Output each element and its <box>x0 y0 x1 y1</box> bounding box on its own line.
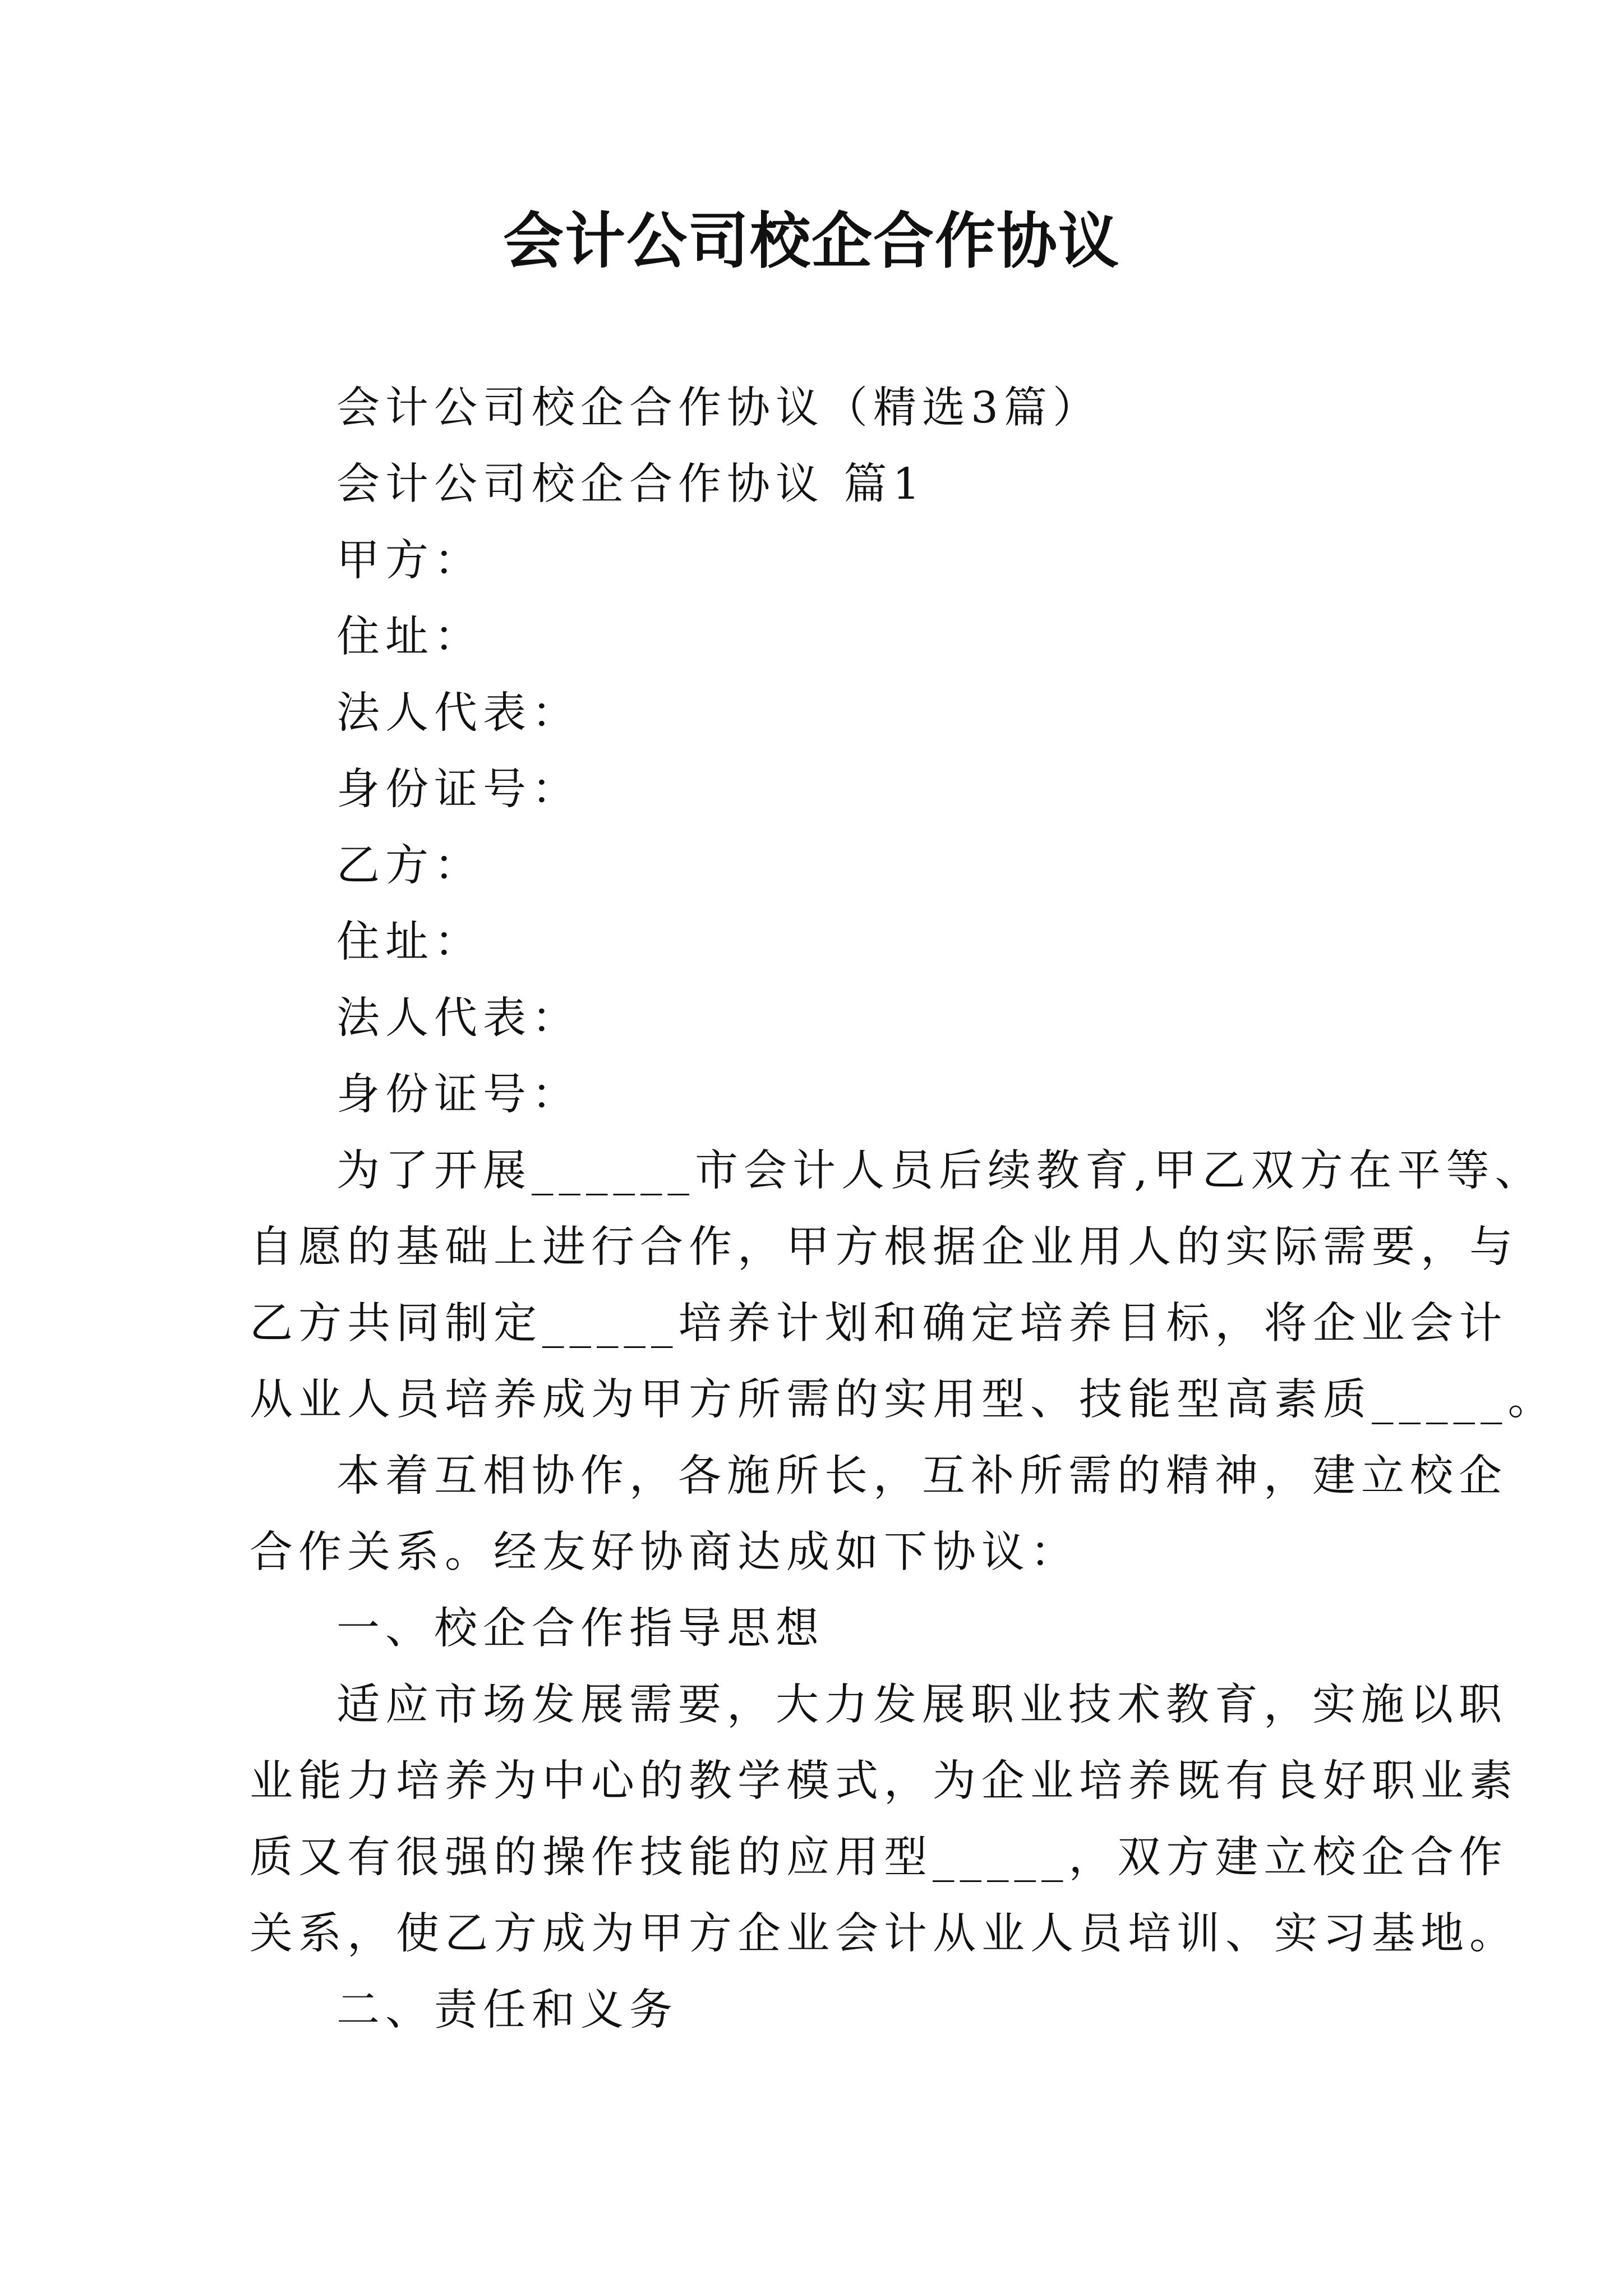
paragraph-2 <box>250 1438 1507 1591</box>
heading-guiding-principle: 一、校企合作指导思想 <box>336 1604 824 1654</box>
paragraph-3-line: 业能力培养为中心的教学模式，为企业培养既有良好职业素 <box>250 1756 1518 1806</box>
party-a-id-no: 身份证号： <box>336 765 580 815</box>
party-b-legal-rep: 法人代表： <box>336 993 580 1043</box>
document-subtitle: 会计公司校企合作协议（精选3篇） <box>336 383 1101 433</box>
paragraph-1-line: 乙方共同制定_____培养计划和确定培养目标，将企业会计 <box>250 1299 1508 1349</box>
paragraph-1-line: 从业人员培养成为甲方所需的实用型、技能型高素质_____。 <box>250 1375 1557 1425</box>
paragraph-1-line: 自愿的基础上进行合作，甲方根据企业用人的实际需要，与 <box>250 1222 1518 1272</box>
document-title: 会计公司校企合作协议 <box>502 206 1120 277</box>
paragraph-3-line: 关系，使乙方成为甲方企业会计从业人员培训、实习基地。 <box>250 1909 1518 1959</box>
section-heading: 会计公司校企合作协议 篇1 <box>336 459 926 509</box>
party-b-id-no: 身份证号： <box>336 1070 580 1120</box>
party-b-label: 乙方： <box>336 841 483 891</box>
party-a-label: 甲方： <box>336 536 483 586</box>
document-body <box>250 370 1557 2049</box>
paragraph-2-line: 合作关系。经友好协商达成如下协议： <box>250 1527 1079 1577</box>
paragraph-1 <box>250 1133 1557 1438</box>
party-a-legal-rep: 法人代表： <box>336 688 580 738</box>
paragraph-1-line: 为了开展______市会计人员后续教育,甲乙双方在平等、 <box>336 1146 1544 1196</box>
paragraph-2-line: 本着互相协作，各施所长，互补所需的精神，建立校企 <box>336 1451 1507 1501</box>
party-b-address: 住址： <box>336 917 483 967</box>
heading-responsibilities: 二、责任和义务 <box>336 1985 678 2035</box>
paragraph-3-line: 质又有很强的操作技能的应用型_____，双方建立校企合作 <box>250 1833 1508 1883</box>
paragraph-3-line: 适应市场发展需要，大力发展职业技术教育，实施以职 <box>336 1680 1507 1730</box>
paragraph-3 <box>250 1667 1518 1972</box>
party-a-address: 住址： <box>336 612 483 662</box>
